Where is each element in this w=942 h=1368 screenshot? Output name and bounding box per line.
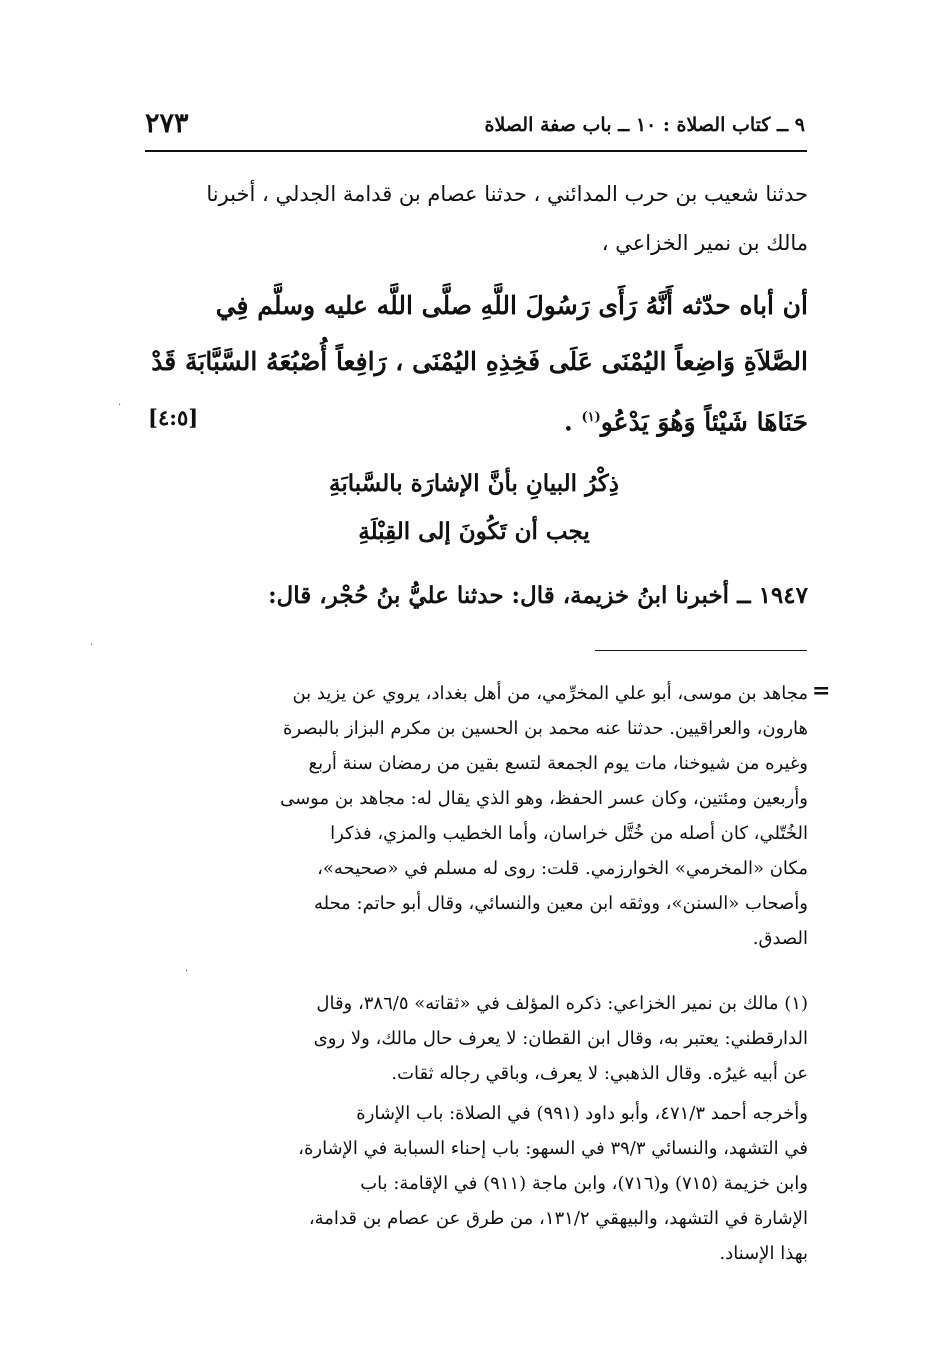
isnad-line: حدثنا شعيب بن حرب المدائني ، حدثنا عصام بن قدامة الجدلي ، أخبرنا — [206, 182, 808, 206]
footnote-continued — [140, 676, 808, 956]
footnote-line: عن أبيه غيرُه. وقال الذهبي: لا يعرف، وباقي رجاله ثقات. — [391, 1063, 808, 1084]
footnote-line: الإشارة في التشهد، والبيهقي ١٣١/٢، من طرق عن عصام بن قدامة، — [308, 1208, 808, 1229]
footnote-line: وغيره من شيوخنا، مات يوم الجمعة لتسع بقين من رمضان سنة أربع — [308, 753, 808, 774]
header-divider — [145, 150, 807, 152]
hadith-line-last — [140, 390, 808, 450]
hadith-line: أن أباه حدّثه أَنَّهُ رَأَى رَسُولَ اللَّهِ صلَّى اللَّه عليه وسلَّم فِي — [215, 291, 808, 320]
footnote-1 — [140, 986, 808, 1091]
footnote-line: وابن خزيمة (٧١٥) و(٧١٦)، وابن ماجة (٩١١) في الإقامة: باب — [360, 1173, 808, 1194]
hadith-line: حَنَاهَا شَيْئاً وَهُوَ يَدْعُو — [600, 407, 808, 437]
footnote-line: في التشهد، والنسائي ٣٩/٣ في السهو: باب إحناء السبابة في الإشارة، — [298, 1138, 808, 1159]
footnote-marker: (١) — [581, 410, 601, 425]
running-head: ٩ ــ كتاب الصلاة : ١٠ ــ باب صفة الصلاة — [484, 114, 805, 136]
hadith-reference: [٤:٥] — [148, 405, 199, 430]
hadith-end-period: . — [564, 407, 573, 437]
scan-speck: · — [118, 400, 122, 411]
footnote-line: (١) مالك بن نمير الخزاعي: ذكره المؤلف في «ثقاته» ٣٨٦/٥، وقال — [316, 993, 808, 1014]
footnote-line: مكان «المخرمي» الخوارزمي. قلت: روى له مسلم في «صحيحه»، — [317, 858, 808, 879]
next-hadith-opening: ١٩٤٧ ــ أخبرنا ابنُ خزيمة، قال: حدثنا عليُّ بنُ حُجْر، قال: — [268, 582, 808, 609]
chapter-title-line: يجب أن تَكُونَ إلى القِبْلَةِ — [358, 518, 590, 545]
footnote-line: وأصحاب «السنن»، ووثقه ابن معين والنسائي، وقال أبو حاتم: محله — [313, 893, 808, 914]
footnote-line: بهذا الإسناد. — [719, 1243, 808, 1264]
footnote-line: الصدق. — [752, 928, 808, 949]
chapter-title-line: ذِكْرُ البيانِ بأنَّ الإشارَة بالسَّبابَةِ — [329, 470, 619, 497]
footnote-line: الدارقطني: يعتبر به، وقال ابن القطان: لا يعرف حال مالك، ولا روى — [313, 1028, 808, 1049]
footnote-line: وأخرجه أحمد ٤٧١/٣، وأبو داود (٩٩١) في الصلاة: باب الإشارة — [356, 1103, 808, 1124]
scan-speck: · — [185, 966, 189, 977]
footnote-continuation-mark: = — [812, 678, 831, 704]
footnote-line: وأربعين ومئتين، وكان عسر الحفظ، وهو الذي يقال له: مجاهد بن موسى — [280, 788, 808, 809]
page-number: ٢٧٣ — [145, 108, 189, 139]
page-header — [145, 108, 805, 148]
isnad-chain — [140, 170, 808, 268]
footnote-line: مجاهد بن موسى، أبو علي المخرِّمي، من أهل بغداد، يروي عن يزيد بن — [292, 683, 808, 704]
hadith-text — [140, 278, 808, 450]
footnote-1-takhrij — [140, 1096, 808, 1271]
isnad-line: مالك بن نمير الخزاعي ، — [601, 231, 808, 255]
footnote-line: هارون، والعراقيين. حدثنا عنه محمد بن الحسين بن مكرم البزاز بالبصرة — [282, 718, 808, 739]
footnote-line: الخُتّلي، كان أصله من خُتَّل خراسان، وأما الخطيب والمزي، فذكرا — [330, 823, 808, 844]
footnote-divider — [595, 650, 807, 651]
scan-speck: · — [90, 640, 94, 651]
hadith-line: الصَّلاَةِ وَاضِعاً اليُمْنَى عَلَى فَخِذِهِ اليُمْنَى ، رَافِعاً أُصْبُعَهُ السَّبَّابَةَ قَدْ — [151, 347, 808, 376]
